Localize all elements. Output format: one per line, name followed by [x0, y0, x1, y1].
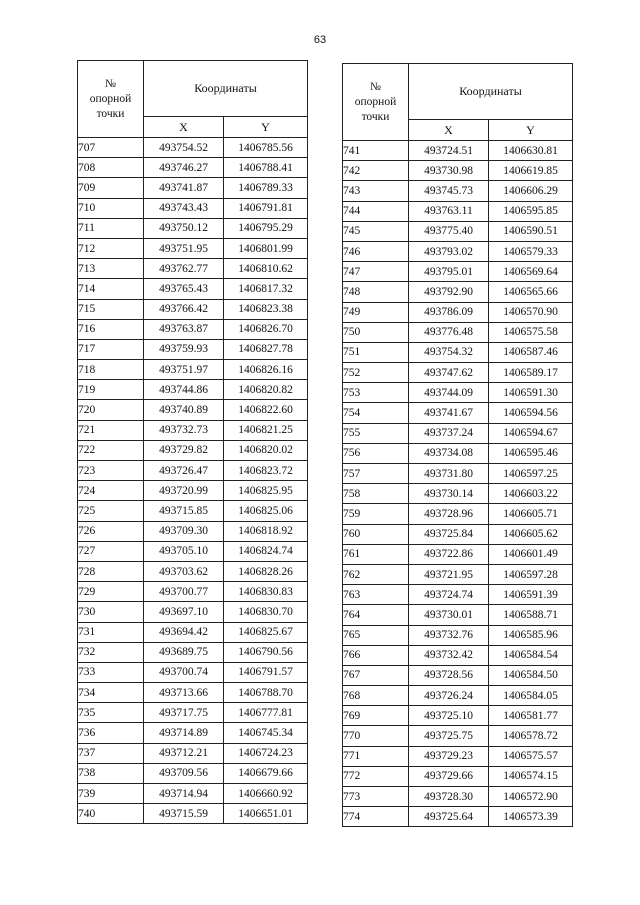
point-number-cell: 734	[78, 683, 144, 703]
coordinates-header: Координаты	[144, 61, 308, 117]
x-coordinate-cell: 493734.08	[409, 443, 489, 463]
table-row	[343, 524, 573, 544]
point-number-cell: 724	[78, 481, 144, 501]
table-row	[78, 238, 308, 258]
y-coordinate-cell: 1406565.66	[489, 282, 573, 302]
coordinates-table-right	[342, 63, 573, 827]
x-coordinate-cell: 493720.99	[144, 481, 224, 501]
x-coordinate-cell: 493721.95	[409, 564, 489, 584]
x-coordinate-cell: 493709.56	[144, 763, 224, 783]
x-coordinate-cell: 493763.11	[409, 201, 489, 221]
y-coordinate-cell: 1406595.85	[489, 201, 573, 221]
y-coordinate-cell: 1406777.81	[224, 703, 308, 723]
x-coordinate-cell: 493726.24	[409, 686, 489, 706]
point-number-cell: 757	[343, 464, 409, 484]
x-coordinate-cell: 493729.66	[409, 766, 489, 786]
table-row	[343, 746, 573, 766]
y-coordinate-cell: 1406584.50	[489, 665, 573, 685]
y-coordinate-cell: 1406826.70	[224, 319, 308, 339]
table-row	[343, 221, 573, 241]
point-number-cell: 715	[78, 299, 144, 319]
y-coordinate-cell: 1406588.71	[489, 605, 573, 625]
y-coordinate-cell: 1406788.70	[224, 683, 308, 703]
table-row	[78, 602, 308, 622]
x-coordinate-cell: 493741.87	[144, 178, 224, 198]
table-row	[343, 322, 573, 342]
table-row	[343, 262, 573, 282]
y-coordinate-cell: 1406584.05	[489, 686, 573, 706]
point-number-cell: 722	[78, 440, 144, 460]
x-coordinate-cell: 493709.30	[144, 521, 224, 541]
x-coordinate-cell: 493775.40	[409, 221, 489, 241]
point-number-cell: 708	[78, 158, 144, 178]
x-coordinate-cell: 493724.51	[409, 141, 489, 161]
point-number-cell: 739	[78, 784, 144, 804]
x-coordinate-cell: 493795.01	[409, 262, 489, 282]
point-number-cell: 762	[343, 564, 409, 584]
x-coordinate-cell: 493744.86	[144, 380, 224, 400]
x-coordinate-cell: 493754.52	[144, 138, 224, 158]
x-coordinate-cell: 493729.23	[409, 746, 489, 766]
x-coordinate-cell: 493737.24	[409, 423, 489, 443]
point-number-cell: 754	[343, 403, 409, 423]
x-coordinate-cell: 493730.01	[409, 605, 489, 625]
y-coordinate-cell: 1406575.57	[489, 746, 573, 766]
table-row	[78, 279, 308, 299]
y-coordinate-cell: 1406789.33	[224, 178, 308, 198]
y-coordinate-cell: 1406591.39	[489, 585, 573, 605]
table-row	[343, 787, 573, 807]
y-coordinate-cell: 1406745.34	[224, 723, 308, 743]
point-number-cell: 712	[78, 238, 144, 258]
table-row	[78, 582, 308, 602]
point-number-cell: 741	[343, 141, 409, 161]
table-row	[343, 181, 573, 201]
table-row	[78, 198, 308, 218]
y-coordinate-cell: 1406594.67	[489, 423, 573, 443]
point-number-cell: 759	[343, 504, 409, 524]
coordinates-table-left	[77, 60, 308, 824]
y-coordinate-cell: 1406569.64	[489, 262, 573, 282]
y-coordinate-cell: 1406826.16	[224, 360, 308, 380]
y-coordinate-cell: 1406823.72	[224, 461, 308, 481]
point-number-cell: 745	[343, 221, 409, 241]
table-row	[343, 686, 573, 706]
point-number-cell: 773	[343, 787, 409, 807]
y-coordinate-cell: 1406679.66	[224, 763, 308, 783]
table-row	[343, 766, 573, 786]
point-number-cell: 749	[343, 302, 409, 322]
x-coordinate-cell: 493792.90	[409, 282, 489, 302]
x-coordinate-cell: 493747.62	[409, 363, 489, 383]
x-coordinate-cell: 493725.84	[409, 524, 489, 544]
table-row	[343, 363, 573, 383]
table-row	[343, 302, 573, 322]
x-coordinate-cell: 493722.86	[409, 544, 489, 564]
x-coordinate-cell: 493763.87	[144, 319, 224, 339]
point-number-cell: 707	[78, 138, 144, 158]
table-row	[343, 423, 573, 443]
table-row	[343, 484, 573, 504]
x-coordinate-cell: 493745.73	[409, 181, 489, 201]
y-coordinate-cell: 1406579.33	[489, 241, 573, 261]
y-coordinate-cell: 1406597.28	[489, 564, 573, 584]
y-coordinate-cell: 1406791.57	[224, 662, 308, 682]
point-number-cell: 769	[343, 706, 409, 726]
x-coordinate-cell: 493700.77	[144, 582, 224, 602]
point-number-cell: 764	[343, 605, 409, 625]
table-row	[78, 420, 308, 440]
point-number-cell: 768	[343, 686, 409, 706]
x-coordinate-cell: 493731.80	[409, 464, 489, 484]
y-coordinate-cell: 1406574.15	[489, 766, 573, 786]
y-coordinate-cell: 1406801.99	[224, 238, 308, 258]
table-row	[343, 241, 573, 261]
x-coordinate-cell: 493717.75	[144, 703, 224, 723]
y-coordinate-cell: 1406603.22	[489, 484, 573, 504]
point-number-cell: 732	[78, 642, 144, 662]
x-coordinate-cell: 493732.76	[409, 625, 489, 645]
x-coordinate-cell: 493689.75	[144, 642, 224, 662]
y-coordinate-cell: 1406825.06	[224, 501, 308, 521]
y-coordinate-cell: 1406790.56	[224, 642, 308, 662]
table-row	[78, 784, 308, 804]
x-coordinate-cell: 493730.98	[409, 161, 489, 181]
x-coordinate-cell: 493715.85	[144, 501, 224, 521]
point-number-cell: 718	[78, 360, 144, 380]
point-number-cell: 770	[343, 726, 409, 746]
x-coordinate-cell: 493743.43	[144, 198, 224, 218]
x-coordinate-cell: 493715.59	[144, 804, 224, 824]
point-number-cell: 748	[343, 282, 409, 302]
x-coordinate-cell: 493740.89	[144, 400, 224, 420]
y-coordinate-cell: 1406594.56	[489, 403, 573, 423]
point-number-cell: 710	[78, 198, 144, 218]
point-number-cell: 772	[343, 766, 409, 786]
x-coordinate-cell: 493700.74	[144, 662, 224, 682]
y-coordinate-cell: 1406591.30	[489, 383, 573, 403]
x-coordinate-cell: 493732.42	[409, 645, 489, 665]
y-coordinate-cell: 1406578.72	[489, 726, 573, 746]
point-number-cell: 747	[343, 262, 409, 282]
table-row	[78, 481, 308, 501]
point-number-cell: 753	[343, 383, 409, 403]
table-row	[78, 521, 308, 541]
point-number-cell: 743	[343, 181, 409, 201]
table-row	[343, 464, 573, 484]
x-coordinate-cell: 493730.14	[409, 484, 489, 504]
point-number-cell: 733	[78, 662, 144, 682]
y-coordinate-cell: 1406584.54	[489, 645, 573, 665]
y-coordinate-cell: 1406825.67	[224, 622, 308, 642]
x-coordinate-cell: 493728.56	[409, 665, 489, 685]
table-row	[343, 443, 573, 463]
point-number-cell: 752	[343, 363, 409, 383]
point-number-cell: 755	[343, 423, 409, 443]
table-row	[78, 158, 308, 178]
table-row	[343, 282, 573, 302]
x-coordinate-cell: 493776.48	[409, 322, 489, 342]
point-number-header: № опорной точки	[78, 61, 144, 138]
table-row	[78, 541, 308, 561]
x-coordinate-cell: 493714.94	[144, 784, 224, 804]
table-row	[343, 665, 573, 685]
point-number-cell: 756	[343, 443, 409, 463]
point-number-cell: 736	[78, 723, 144, 743]
y-coordinate-cell: 1406821.25	[224, 420, 308, 440]
table-row	[78, 319, 308, 339]
y-coordinate-cell: 1406788.41	[224, 158, 308, 178]
y-coordinate-cell: 1406595.46	[489, 443, 573, 463]
y-coordinate-cell: 1406572.90	[489, 787, 573, 807]
x-coordinate-cell: 493714.89	[144, 723, 224, 743]
point-number-cell: 766	[343, 645, 409, 665]
point-number-cell: 758	[343, 484, 409, 504]
table-row	[343, 201, 573, 221]
y-coordinate-cell: 1406830.83	[224, 582, 308, 602]
y-coordinate-cell: 1406570.90	[489, 302, 573, 322]
point-number-cell: 750	[343, 322, 409, 342]
table-row	[78, 299, 308, 319]
y-coordinate-cell: 1406587.46	[489, 342, 573, 362]
y-coordinate-cell: 1406822.60	[224, 400, 308, 420]
y-coordinate-cell: 1406724.23	[224, 743, 308, 763]
x-coordinate-cell: 493728.30	[409, 787, 489, 807]
y-coordinate-cell: 1406660.92	[224, 784, 308, 804]
table-row	[78, 461, 308, 481]
x-coordinate-cell: 493703.62	[144, 561, 224, 581]
point-number-cell: 740	[78, 804, 144, 824]
y-coordinate-cell: 1406828.26	[224, 561, 308, 581]
point-number-cell: 713	[78, 259, 144, 279]
y-coordinate-cell: 1406818.92	[224, 521, 308, 541]
point-number-cell: 746	[343, 241, 409, 261]
table-row	[78, 218, 308, 238]
y-coordinate-cell: 1406597.25	[489, 464, 573, 484]
table-row	[78, 138, 308, 158]
y-coordinate-cell: 1406573.39	[489, 807, 573, 827]
point-number-cell: 742	[343, 161, 409, 181]
point-number-cell: 737	[78, 743, 144, 763]
x-coordinate-cell: 493697.10	[144, 602, 224, 622]
table-row	[343, 403, 573, 423]
table-row	[343, 544, 573, 564]
table-row	[343, 383, 573, 403]
point-number-cell: 716	[78, 319, 144, 339]
point-number-cell: 714	[78, 279, 144, 299]
table-row	[78, 642, 308, 662]
x-coordinate-cell: 493732.73	[144, 420, 224, 440]
y-coordinate-cell: 1406630.81	[489, 141, 573, 161]
table-row	[343, 585, 573, 605]
point-number-cell: 720	[78, 400, 144, 420]
y-coordinate-cell: 1406827.78	[224, 339, 308, 359]
y-coordinate-cell: 1406601.49	[489, 544, 573, 564]
point-number-cell: 719	[78, 380, 144, 400]
x-coordinate-cell: 493724.74	[409, 585, 489, 605]
point-number-header: № опорной точки	[343, 64, 409, 141]
y-coordinate-cell: 1406589.17	[489, 363, 573, 383]
table-row	[343, 342, 573, 362]
page-number: 63	[313, 34, 327, 46]
table-row	[343, 706, 573, 726]
table-row	[78, 400, 308, 420]
y-coordinate-cell: 1406619.85	[489, 161, 573, 181]
y-column-header: Y	[489, 120, 573, 141]
y-coordinate-cell: 1406605.62	[489, 524, 573, 544]
y-coordinate-cell: 1406825.95	[224, 481, 308, 501]
table-row	[343, 807, 573, 827]
x-coordinate-cell: 493725.75	[409, 726, 489, 746]
coordinates-header: Координаты	[409, 64, 573, 120]
point-number-cell: 765	[343, 625, 409, 645]
x-coordinate-cell: 493725.10	[409, 706, 489, 726]
table-row	[343, 625, 573, 645]
point-number-cell: 735	[78, 703, 144, 723]
point-number-cell: 767	[343, 665, 409, 685]
point-number-cell: 727	[78, 541, 144, 561]
x-coordinate-cell: 493713.66	[144, 683, 224, 703]
x-coordinate-cell: 493705.10	[144, 541, 224, 561]
x-coordinate-cell: 493744.09	[409, 383, 489, 403]
y-coordinate-cell: 1406820.82	[224, 380, 308, 400]
y-coordinate-cell: 1406823.38	[224, 299, 308, 319]
point-number-cell: 730	[78, 602, 144, 622]
point-number-cell: 761	[343, 544, 409, 564]
table-row	[78, 723, 308, 743]
point-number-cell: 723	[78, 461, 144, 481]
point-number-cell: 751	[343, 342, 409, 362]
y-coordinate-cell: 1406810.62	[224, 259, 308, 279]
y-coordinate-cell: 1406830.70	[224, 602, 308, 622]
x-column-header: X	[144, 117, 224, 138]
point-number-cell: 729	[78, 582, 144, 602]
x-coordinate-cell: 493726.47	[144, 461, 224, 481]
x-coordinate-cell: 493750.12	[144, 218, 224, 238]
x-coordinate-cell: 493728.96	[409, 504, 489, 524]
y-coordinate-cell: 1406585.96	[489, 625, 573, 645]
point-number-cell: 771	[343, 746, 409, 766]
x-coordinate-cell: 493712.21	[144, 743, 224, 763]
x-coordinate-cell: 493746.27	[144, 158, 224, 178]
table-row	[78, 440, 308, 460]
y-coordinate-cell: 1406817.32	[224, 279, 308, 299]
table-row	[78, 662, 308, 682]
point-number-cell: 726	[78, 521, 144, 541]
table-row	[343, 605, 573, 625]
y-coordinate-cell: 1406651.01	[224, 804, 308, 824]
table-row	[343, 504, 573, 524]
x-coordinate-cell: 493729.82	[144, 440, 224, 460]
table-row	[78, 178, 308, 198]
table-row	[78, 501, 308, 521]
y-coordinate-cell: 1406820.02	[224, 440, 308, 460]
table-row	[78, 339, 308, 359]
table-row	[343, 564, 573, 584]
x-coordinate-cell: 493793.02	[409, 241, 489, 261]
point-number-cell: 721	[78, 420, 144, 440]
table-row	[78, 561, 308, 581]
table-row	[343, 161, 573, 181]
point-number-cell: 744	[343, 201, 409, 221]
x-coordinate-cell: 493751.97	[144, 360, 224, 380]
x-column-header: X	[409, 120, 489, 141]
x-coordinate-cell: 493754.32	[409, 342, 489, 362]
y-coordinate-cell: 1406590.51	[489, 221, 573, 241]
table-row	[343, 645, 573, 665]
x-coordinate-cell: 493694.42	[144, 622, 224, 642]
x-coordinate-cell: 493765.43	[144, 279, 224, 299]
x-coordinate-cell: 493759.93	[144, 339, 224, 359]
point-number-cell: 763	[343, 585, 409, 605]
point-number-cell: 774	[343, 807, 409, 827]
x-coordinate-cell: 493725.64	[409, 807, 489, 827]
x-coordinate-cell: 493751.95	[144, 238, 224, 258]
point-number-cell: 725	[78, 501, 144, 521]
y-coordinate-cell: 1406824.74	[224, 541, 308, 561]
x-coordinate-cell: 493766.42	[144, 299, 224, 319]
point-number-cell: 717	[78, 339, 144, 359]
point-number-cell: 731	[78, 622, 144, 642]
y-column-header: Y	[224, 117, 308, 138]
point-number-cell: 709	[78, 178, 144, 198]
table-row	[78, 703, 308, 723]
table-row	[78, 380, 308, 400]
x-coordinate-cell: 493741.67	[409, 403, 489, 423]
x-coordinate-cell: 493762.77	[144, 259, 224, 279]
table-row	[78, 683, 308, 703]
table-row	[78, 360, 308, 380]
point-number-cell: 711	[78, 218, 144, 238]
table-row	[78, 622, 308, 642]
table-row	[343, 141, 573, 161]
table-row	[343, 726, 573, 746]
y-coordinate-cell: 1406605.71	[489, 504, 573, 524]
y-coordinate-cell: 1406795.29	[224, 218, 308, 238]
point-number-cell: 760	[343, 524, 409, 544]
y-coordinate-cell: 1406581.77	[489, 706, 573, 726]
y-coordinate-cell: 1406606.29	[489, 181, 573, 201]
y-coordinate-cell: 1406575.58	[489, 322, 573, 342]
table-row	[78, 804, 308, 824]
table-row	[78, 743, 308, 763]
y-coordinate-cell: 1406791.81	[224, 198, 308, 218]
point-number-cell: 738	[78, 763, 144, 783]
table-row	[78, 259, 308, 279]
point-number-cell: 728	[78, 561, 144, 581]
x-coordinate-cell: 493786.09	[409, 302, 489, 322]
table-row	[78, 763, 308, 783]
y-coordinate-cell: 1406785.56	[224, 138, 308, 158]
